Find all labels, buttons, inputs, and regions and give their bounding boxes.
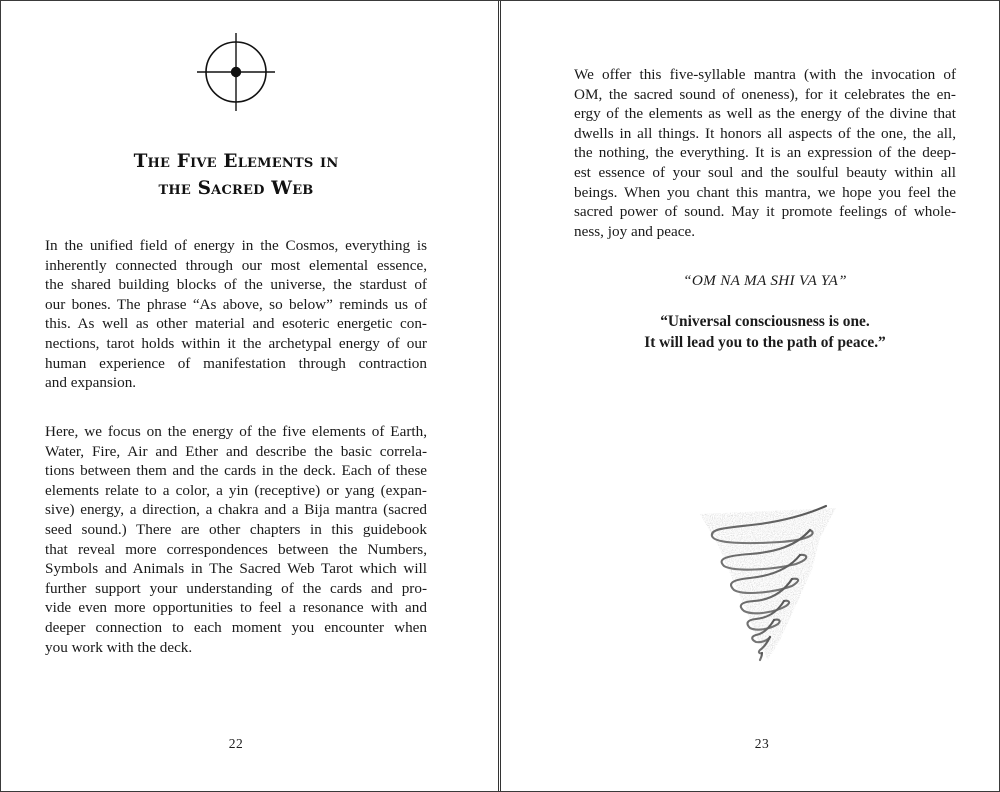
text-line: and expansion. xyxy=(45,374,137,392)
text-line: sive) energy, a direction, a chakra and a Bija mantra (sacred xyxy=(45,501,427,519)
heading-line: the Sacred Web xyxy=(158,178,314,199)
text-line: human experience of manifestation through contraction xyxy=(45,354,427,372)
text-line: that reveal more correspondences between the Numbers, xyxy=(45,540,427,558)
text-line: tions between them and the cards in the deck. Each of these xyxy=(45,462,427,480)
mantra: “OM NA MA SHI VA YA” xyxy=(683,272,847,289)
text-line: Symbols and Animals in The Sacred Web Tarot which will xyxy=(45,560,427,578)
text-line: the shared building blocks of the universe, the stardust of xyxy=(45,276,427,294)
text-line: elements relate to a color, a yin (receptive) or yang (expan- xyxy=(45,481,427,499)
left-page xyxy=(0,0,499,792)
text-line: seed sound.) There are other chapters in this guidebook xyxy=(45,520,427,538)
quote-line: It will lead you to the path of peace.” xyxy=(644,334,886,351)
heading-line: The Five Elements in xyxy=(133,151,339,172)
body-paragraph xyxy=(574,65,956,241)
section-heading xyxy=(45,148,427,202)
page-number: 22 xyxy=(228,736,244,751)
text-line: OM, the sacred sound of oneness), for it celebrates the en- xyxy=(574,85,956,103)
text-line: dwells in all things. It honors all aspects of the one, the all, xyxy=(574,124,956,142)
text-line: inherently connected through our most elemental essence, xyxy=(45,256,427,274)
text-line: ness, joy and peace. xyxy=(574,222,696,240)
circle-crosshair-icon xyxy=(197,33,275,111)
text-line: sacred power of sound. May it promote feelings of whole- xyxy=(574,203,956,221)
text-line: vide even more opportunities to feel a resonance with and xyxy=(45,599,427,617)
body-paragraph xyxy=(45,236,427,393)
text-line: nections, tarot holds within it the archetypal energy of our xyxy=(45,334,427,352)
quote xyxy=(574,311,956,353)
text-line: this. As well as other material and esoteric energetic con- xyxy=(45,315,427,333)
text-line: est essence of your soul and the soulful beauty within all xyxy=(574,163,956,181)
text-line: further support your understanding of the cards and pro- xyxy=(45,579,427,597)
text-line: deeper connection to each moment you encounter when xyxy=(45,618,427,636)
text-line: We offer this five-syllable mantra (with the invocation of xyxy=(574,66,956,83)
quote-line: “Universal consciousness is one. xyxy=(660,313,870,330)
text-line: beings. When you chant this mantra, we hope you feel the xyxy=(574,183,956,201)
text-line: In the unified field of energy in the Cosmos, everything is xyxy=(45,237,427,254)
body-paragraph xyxy=(45,422,427,657)
text-line: you work with the deck. xyxy=(45,638,193,656)
text-line: Here, we focus on the energy of the five elements of Earth, xyxy=(45,423,427,440)
page-number: 23 xyxy=(754,736,770,751)
text-line: the nothing, the everything. It is an expression of the deep- xyxy=(574,144,956,162)
spiral-vortex-illustration xyxy=(688,500,848,665)
text-line: our bones. The phrase “As above, so below” reminds us of xyxy=(45,295,427,313)
text-line: ergy of the elements as well as the energy of the divine that xyxy=(574,105,956,123)
text-line: Water, Fire, Air and Ether and describe the basic correla- xyxy=(45,442,427,460)
